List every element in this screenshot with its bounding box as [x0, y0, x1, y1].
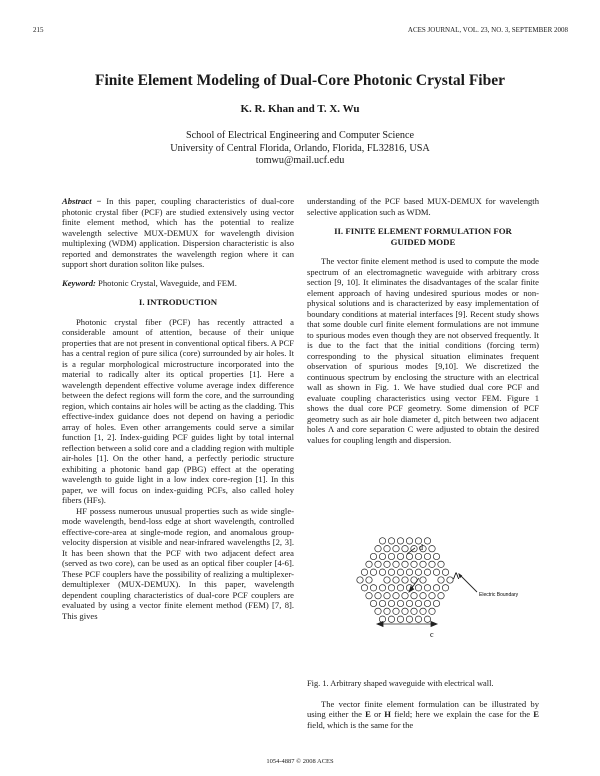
label-lambda: Λ	[453, 572, 460, 582]
fem-p2-E2: E	[533, 709, 539, 719]
air-hole	[420, 577, 426, 583]
air-hole	[402, 608, 408, 614]
air-hole	[402, 561, 408, 567]
air-hole	[384, 608, 390, 614]
figure-1	[307, 512, 539, 668]
air-hole	[429, 561, 435, 567]
keywords	[62, 278, 294, 289]
air-hole	[370, 585, 376, 591]
air-hole	[438, 577, 444, 583]
air-hole	[361, 569, 367, 575]
left-column	[62, 196, 294, 621]
air-hole	[438, 561, 444, 567]
air-hole	[424, 616, 430, 622]
air-hole	[438, 593, 444, 599]
affiliation-line-2: University of Central Florida, Orlando, Florida, FL32816, USA	[170, 142, 430, 154]
abstract-label: Abstract −	[62, 196, 102, 206]
air-hole	[384, 561, 390, 567]
air-hole	[424, 538, 430, 544]
fem-p2-H: H	[384, 709, 391, 719]
air-hole	[388, 553, 394, 559]
air-hole	[424, 585, 430, 591]
fem-p2-text-c: field; here we explain the case for the	[390, 709, 534, 719]
air-hole	[388, 600, 394, 606]
air-hole	[442, 569, 448, 575]
figure-1-caption: Fig. 1. Arbitrary shaped waveguide with electrical wall.	[307, 679, 494, 688]
page-footer: 1054-4887 © 2008 ACES	[266, 758, 334, 765]
air-hole	[406, 616, 412, 622]
right-column-bottom	[307, 679, 539, 730]
journal-header: ACES JOURNAL, VOL. 23, NO. 3, SEPTEMBER 2008	[407, 26, 568, 34]
air-hole	[384, 546, 390, 552]
air-hole	[402, 577, 408, 583]
affiliation-line-1: School of Electrical Engineering and Computer Science	[185, 130, 414, 141]
air-hole	[420, 593, 426, 599]
air-hole	[357, 577, 363, 583]
section-heading-fem	[307, 226, 539, 247]
section-heading-introduction: I. INTRODUCTION	[138, 297, 218, 307]
air-hole	[388, 538, 394, 544]
air-hole	[415, 585, 421, 591]
air-hole	[393, 593, 399, 599]
boundary-arrow	[459, 574, 477, 592]
page-number: 215	[33, 26, 44, 34]
air-hole	[433, 600, 439, 606]
paper-title: Finite Element Modeling of Dual-Core Photonic Crystal Fiber	[95, 72, 505, 89]
air-hole	[375, 593, 381, 599]
air-hole	[375, 608, 381, 614]
fem-paragraph-2	[307, 699, 539, 731]
air-hole	[397, 616, 403, 622]
label-electric-boundary: Electric Boundary	[479, 592, 519, 598]
air-hole	[384, 593, 390, 599]
air-hole	[379, 569, 385, 575]
right-column	[307, 196, 539, 445]
air-hole	[366, 593, 372, 599]
air-hole	[415, 600, 421, 606]
air-hole	[433, 553, 439, 559]
fem-paragraph-1: The vector finite element method is used to compute the mode spectrum of an electromagnetic waveguide with arbitrary cross section [9, 10]. It eliminates the disadvantages of the scalar finite element approach of having undesired spurious modes or non-physical solutions and is characterized by easy implementation of boundary conditions at material interfaces [9]. Recent study shows that some double curl finite element formulations are not immune to spurious modes even though they are not observed frequently. It is due to the fact that the initial conditions (forcing term) corresponding to the physical situation eliminates frequent observation of spurious modes [9,10]. We discretized the continuous spectrum by enclosing the structure with an electrical wall as shown in Fig. 1. We have studied dual core PCF and evaluate coupling characteristics using vector FEM. Figure 1 shows the dual core PCF geometry. Some dimension of PCF geometry such as air hole diameter d, pitch between two adjacent holes Λ and core separation C were adjusted to obtain the desired values for coupling length and dispersion.	[307, 256, 539, 445]
label-d: d	[419, 543, 423, 552]
air-hole	[420, 608, 426, 614]
air-hole	[388, 616, 394, 622]
keywords-text: Photonic Crystal, Waveguide, and FEM.	[95, 277, 237, 288]
keywords-label: Keyword:	[62, 277, 96, 288]
air-hole	[379, 600, 385, 606]
air-hole	[411, 561, 417, 567]
abstract	[62, 196, 294, 270]
air-hole	[370, 569, 376, 575]
affiliation	[0, 130, 600, 168]
air-hole	[384, 577, 390, 583]
air-hole	[411, 608, 417, 614]
air-hole	[424, 553, 430, 559]
air-hole	[429, 608, 435, 614]
air-hole	[393, 577, 399, 583]
air-hole	[388, 569, 394, 575]
intro-paragraph-2: HF possess numerous unusual properties such as wide single-mode wavelength, bend-loss edge at short wavelength, controlled effective-core-area at single-mode region, and anomalous group-velocity dispersion at visible and near-infrared wavelengths [2, 3]. It has been shown that the PCF with two adjacent defect area (served as two core), can be used as an optical fiber coupler [4-6]. These PCF couplers have the possibility of realizing a multiplexer-demultiplexer (MUX-DEMUX). In this paper, wavelength dependent coupling characteristics of dual-core PCF couplers are evaluated by using a vector finite element method (FEM) [7, 8]. This gives	[62, 505, 294, 621]
fem-p2-text-b: or	[370, 709, 385, 719]
air-hole	[429, 546, 435, 552]
air-hole	[406, 569, 412, 575]
air-hole	[402, 546, 408, 552]
air-hole	[411, 593, 417, 599]
air-hole	[361, 585, 367, 591]
air-hole	[424, 600, 430, 606]
abstract-text: In this paper, coupling characteristics of dual-core photonic crystal fiber (PCF) are studied extensively using vector finite element method, which has the potential to realize wavelength selective MUX-DEMUX for wavelength division multiplexing (WDM) application. Dispersion characteristic is also reported and demonstrates the wavelength region where it can support short duration soliton like pulses.	[62, 196, 295, 269]
air-hole	[424, 569, 430, 575]
air-hole-array	[357, 538, 453, 623]
paper-authors: K. R. Khan and T. X. Wu	[240, 103, 360, 115]
author-email: tomwu@mail.ucf.edu	[255, 155, 345, 166]
fem-p2-text-d: field, which is the same for the	[307, 719, 414, 730]
air-hole	[370, 600, 376, 606]
right-carry-text: understanding of the PCF based MUX-DEMUX for wavelength selective application such as WDM.	[307, 196, 539, 217]
air-hole	[379, 553, 385, 559]
air-hole	[375, 546, 381, 552]
air-hole	[370, 553, 376, 559]
air-hole	[397, 569, 403, 575]
air-hole	[406, 600, 412, 606]
air-hole	[415, 553, 421, 559]
air-hole	[397, 538, 403, 544]
section-heading-fem-line-2: GUIDED MODE	[390, 236, 456, 247]
air-hole	[433, 569, 439, 575]
air-hole	[406, 538, 412, 544]
air-hole	[397, 553, 403, 559]
air-hole	[393, 608, 399, 614]
air-hole	[442, 585, 448, 591]
air-hole	[393, 561, 399, 567]
air-hole	[397, 585, 403, 591]
intro-paragraph-1: Photonic crystal fiber (PCF) has recently attracted a considerable amount of attention, because of their unique properties that are not present in conventional optical fibers. A PCF has a central region of pure silica (core) surrounded by air holes. It is a regular morphological microstructure incorporated into the material to radically alter its optical properties [1]. Here a wavelength dependent effective volume average index difference between the defect regions will form the core, and the surrounding region, which contains air holes will be acting as the cladding. This effective-index guidance does not depend on having a periodic array of holes. Even other arrangements could serve a similar function [1, 2]. Index-guiding PCF guides light by total internal reflection between a solid core and a cladding region with multiple air-holes [1]. On the other hand, a perfectly periodic structure exhibiting a photonic band gap (PBG) effect at the operating wavelength to guide light in a low index core-region [1]. In this paper, we will focus on index-guiding PCFs, also called holey fibers (HFs).	[62, 316, 294, 505]
air-hole	[379, 585, 385, 591]
air-hole	[388, 585, 394, 591]
air-hole	[393, 546, 399, 552]
fem-p2-E: E	[365, 709, 371, 719]
label-c: c	[430, 630, 434, 639]
air-hole	[366, 561, 372, 567]
fem-p2-text-a: The vector finite element formulation can be illustrated by using either the	[307, 698, 539, 719]
air-hole	[433, 585, 439, 591]
air-hole	[366, 577, 372, 583]
air-hole	[415, 616, 421, 622]
air-hole	[375, 561, 381, 567]
air-hole	[397, 600, 403, 606]
air-hole	[415, 569, 421, 575]
air-hole	[420, 561, 426, 567]
section-heading-fem-line-1: II. FINITE ELEMENT FORMULATION FOR	[334, 226, 512, 236]
air-hole	[402, 593, 408, 599]
air-hole	[429, 593, 435, 599]
air-hole	[379, 538, 385, 544]
